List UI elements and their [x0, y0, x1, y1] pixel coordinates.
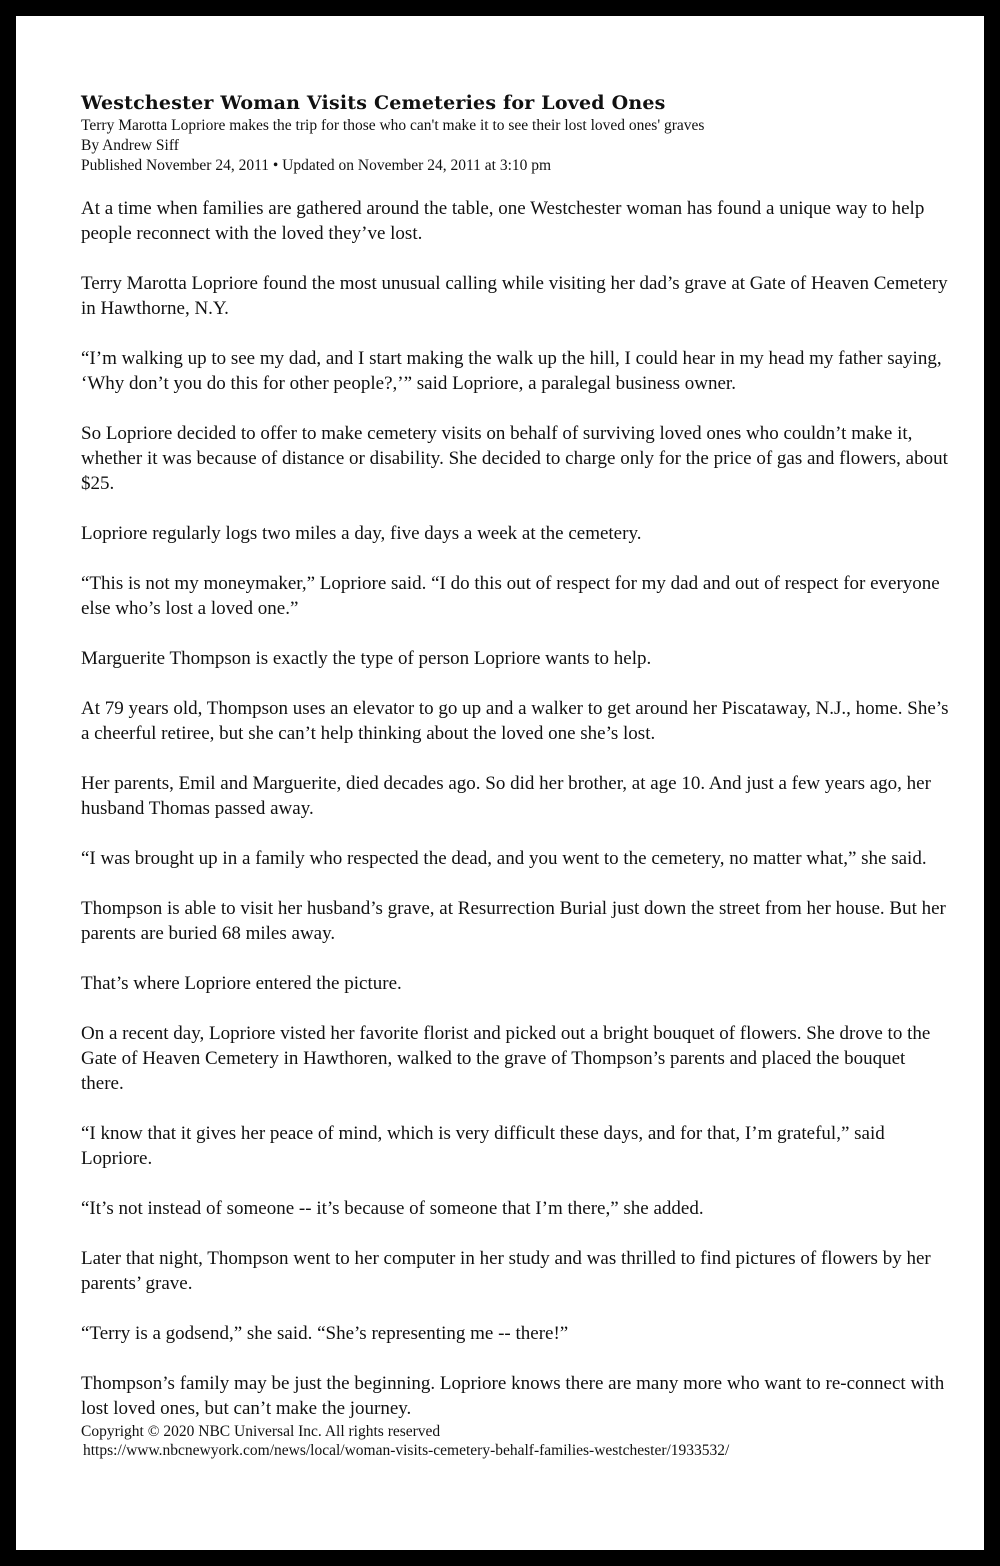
- paragraph: “I was brought up in a family who respected the dead, and you went to the cemetery, no matter what,” she said.: [81, 848, 927, 869]
- paragraph: On a recent day, Lopriore visted her favorite florist and picked out a bright bouquet of flowers. She drove to the Gate of Heaven Cemetery in Hawthoren, walked to the grave of Thompson’s parents and placed the bouquet there.: [81, 1023, 931, 1094]
- paragraph: Thompson is able to visit her husband’s grave, at Resurrection Burial just down the street from her house. But her parents are buried 68 miles away.: [81, 898, 946, 944]
- paragraph: “I know that it gives her peace of mind, which is very difficult these days, and for that, I’m grateful,” said Lopriore.: [81, 1123, 885, 1169]
- paragraph: So Lopriore decided to offer to make cemetery visits on behalf of surviving loved ones who couldn’t make it, whether it was because of distance or disability. She decided to charge only for the price of gas and flowers, about $25.: [81, 423, 948, 494]
- paragraph: At a time when families are gathered around the table, one Westchester woman has found a unique way to help people reconnect with the loved they’ve lost.: [81, 198, 925, 244]
- paragraph: At 79 years old, Thompson uses an elevator to go up and a walker to get around her Piscataway, N.J., home. She’s a cheerful retiree, but she can’t help thinking about the loved one she’s lost.: [81, 698, 949, 744]
- paragraph: That’s where Lopriore entered the picture.: [81, 973, 402, 994]
- source-url: https://www.nbcnewyork.com/news/local/woman-visits-cemetery-behalf-families-westchester/1933532/: [83, 1442, 730, 1459]
- article-body: [81, 196, 951, 1421]
- byline: By Andrew Siff: [81, 137, 179, 154]
- paragraph: “I’m walking up to see my dad, and I start making the walk up the hill, I could hear in my head my father saying, ‘Why don’t you do this for other people?,’” said Lopriore, a paralegal business owner.: [81, 348, 942, 394]
- dateline: Published November 24, 2011 • Updated on November 24, 2011 at 3:10 pm: [81, 157, 552, 174]
- copyright-notice: Copyright © 2020 NBC Universal Inc. All rights reserved: [81, 1423, 441, 1440]
- paragraph: Her parents, Emil and Marguerite, died decades ago. So did her brother, at age 10. And just a few years ago, her husband Thomas passed away.: [81, 773, 931, 819]
- paragraph: Lopriore regularly logs two miles a day, five days a week at the cemetery.: [81, 523, 642, 544]
- paragraph: Terry Marotta Lopriore found the most unusual calling while visiting her dad’s grave at Gate of Heaven Cemetery in Hawthorne, N.Y.: [81, 273, 948, 319]
- paragraph: Later that night, Thompson went to her computer in her study and was thrilled to find pictures of flowers by her parents’ grave.: [81, 1248, 931, 1294]
- paragraph: “This is not my moneymaker,” Lopriore said. “I do this out of respect for my dad and out of respect for everyone else who’s lost a loved one.”: [81, 573, 940, 619]
- paragraph: Marguerite Thompson is exactly the type of person Lopriore wants to help.: [81, 648, 652, 669]
- paragraph: Thompson’s family may be just the beginning. Lopriore knows there are many more who want to re-connect with lost loved ones, but can’t make the journey.: [81, 1373, 945, 1419]
- subheadline: Terry Marotta Lopriore makes the trip for those who can't make it to see their lost loved ones' graves: [81, 117, 705, 134]
- article: [81, 90, 951, 1461]
- paragraph: “Terry is a godsend,” she said. “She’s representing me -- there!”: [81, 1323, 569, 1344]
- headline: Westchester Woman Visits Cemeteries for Loved Ones: [81, 92, 666, 114]
- paragraph: “It’s not instead of someone -- it’s because of someone that I’m there,” she added.: [81, 1198, 704, 1219]
